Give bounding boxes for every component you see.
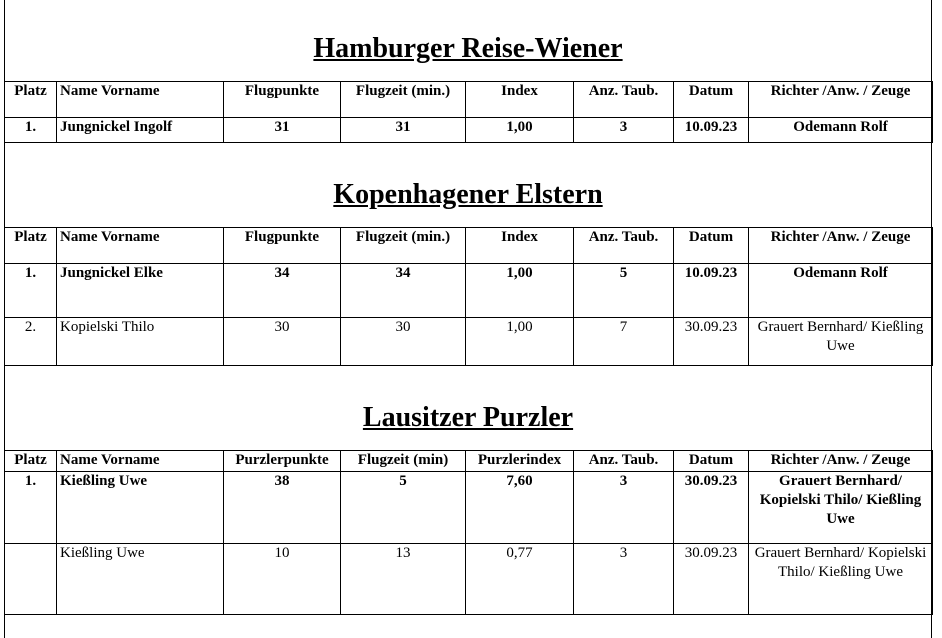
header-name: Name Vorname	[57, 82, 224, 118]
cell-taub: 3	[574, 118, 674, 143]
cell-name: Jungnickel Elke	[57, 264, 224, 318]
header-platz: Platz	[5, 82, 57, 118]
cell-platz	[5, 544, 57, 615]
cell-zeit: 31	[341, 118, 466, 143]
cell-index: 1,00	[466, 264, 574, 318]
table-row	[5, 118, 933, 143]
cell-datum: 30.09.23	[674, 318, 749, 366]
cell-platz: 1.	[5, 472, 57, 544]
header-taub: Anz. Taub.	[574, 228, 674, 264]
cell-richter: Odemann Rolf	[749, 118, 933, 143]
cell-punkte: 30	[224, 318, 341, 366]
cell-platz: 1.	[5, 118, 57, 143]
section-title-kopenhagener: Kopenhagener Elstern	[333, 179, 603, 210]
cell-index: 7,60	[466, 472, 574, 544]
header-flugzeit: Flugzeit (min)	[341, 451, 466, 472]
header-richter: Richter /Anw. / Zeuge	[749, 82, 933, 118]
cell-datum: 10.09.23	[674, 118, 749, 143]
header-name: Name Vorname	[57, 451, 224, 472]
table-row	[5, 318, 933, 366]
header-platz: Platz	[5, 228, 57, 264]
header-richter: Richter /Anw. / Zeuge	[749, 451, 933, 472]
results-table-hamburger	[4, 81, 933, 143]
header-datum: Datum	[674, 228, 749, 264]
cell-name: Jungnickel Ingolf	[57, 118, 224, 143]
cell-index: 1,00	[466, 318, 574, 366]
header-taub: Anz. Taub.	[574, 451, 674, 472]
table-header-row	[5, 82, 933, 118]
header-index: Purzlerindex	[466, 451, 574, 472]
header-taub: Anz. Taub.	[574, 82, 674, 118]
cell-name: Kopielski Thilo	[57, 318, 224, 366]
cell-zeit: 5	[341, 472, 466, 544]
header-index: Index	[466, 82, 574, 118]
cell-taub: 7	[574, 318, 674, 366]
section-divider	[4, 365, 932, 366]
header-flugzeit: Flugzeit (min.)	[341, 82, 466, 118]
table-row	[5, 472, 933, 544]
header-datum: Datum	[674, 451, 749, 472]
cell-punkte: 10	[224, 544, 341, 615]
header-name: Name Vorname	[57, 228, 224, 264]
header-platz: Platz	[5, 451, 57, 472]
cell-name: Kießling Uwe	[57, 544, 224, 615]
header-index: Index	[466, 228, 574, 264]
cell-zeit: 34	[341, 264, 466, 318]
results-table-lausitzer	[4, 450, 933, 615]
section-title-lausitzer: Lausitzer Purzler	[362, 402, 574, 433]
header-datum: Datum	[674, 82, 749, 118]
cell-taub: 5	[574, 264, 674, 318]
cell-richter: Grauert Bernhard/ Kießling Uwe	[749, 318, 933, 366]
cell-name: Kießling Uwe	[57, 472, 224, 544]
section-title-hamburger: Hamburger Reise-Wiener	[313, 33, 623, 64]
cell-platz: 2.	[5, 318, 57, 366]
table-header-row	[5, 451, 933, 472]
header-punkte: Flugpunkte	[224, 228, 341, 264]
cell-datum: 30.09.23	[674, 544, 749, 615]
header-flugzeit: Flugzeit (min.)	[341, 228, 466, 264]
cell-zeit: 13	[341, 544, 466, 615]
cell-richter: Odemann Rolf	[749, 264, 933, 318]
table-row	[5, 544, 933, 615]
cell-richter: Grauert Bernhard/ Kopielski Thilo/ Kießling Uwe	[749, 544, 933, 615]
cell-richter: Grauert Bernhard/ Kopielski Thilo/ Kießling Uwe	[749, 472, 933, 544]
cell-index: 1,00	[466, 118, 574, 143]
header-punkte: Purzlerpunkte	[224, 451, 341, 472]
cell-zeit: 30	[341, 318, 466, 366]
cell-platz: 1.	[5, 264, 57, 318]
cell-taub: 3	[574, 544, 674, 615]
table-row	[5, 264, 933, 318]
cell-index: 0,77	[466, 544, 574, 615]
header-richter: Richter /Anw. / Zeuge	[749, 228, 933, 264]
results-table-kopenhagener	[4, 227, 933, 366]
cell-punkte: 31	[224, 118, 341, 143]
cell-punkte: 38	[224, 472, 341, 544]
header-punkte: Flugpunkte	[224, 82, 341, 118]
cell-datum: 30.09.23	[674, 472, 749, 544]
cell-punkte: 34	[224, 264, 341, 318]
table-header-row	[5, 228, 933, 264]
cell-datum: 10.09.23	[674, 264, 749, 318]
cell-taub: 3	[574, 472, 674, 544]
